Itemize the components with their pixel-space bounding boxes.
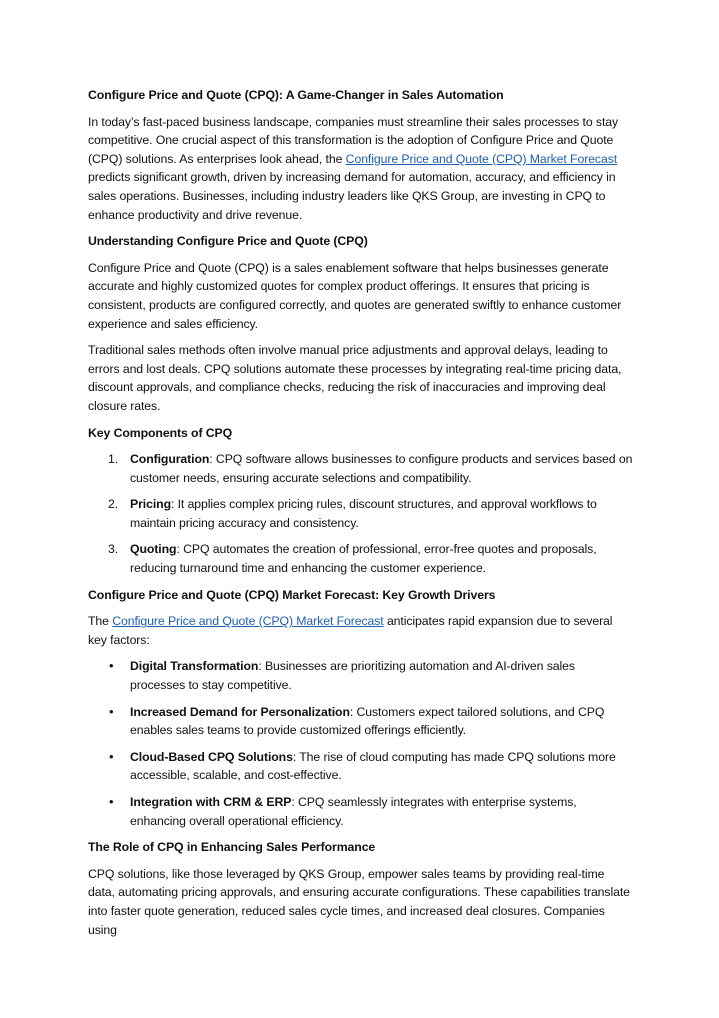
list-item-text: : Customers expect tailored solutions, and CPQ enables sales teams to provide customized offerings efficiently. bbox=[130, 704, 605, 738]
growth-drivers-list bbox=[88, 657, 633, 830]
list-item-text: : It applies complex pricing rules, discount structures, and approval workflows to maintain pricing accuracy and consistency. bbox=[130, 497, 597, 530]
list-item-term: Digital Transformation bbox=[130, 659, 259, 674]
list-item bbox=[88, 657, 633, 694]
list-item bbox=[88, 748, 633, 785]
intro-text-end: predicts significant growth, driven by increasing demand for automation, accuracy, and efficiency in sales operations. Businesses, including industry leaders like QKS Group, are investing in CPQ to enhance productivity and drive revenue. bbox=[88, 170, 616, 222]
bullet-icon: • bbox=[109, 703, 114, 719]
bullet-icon: • bbox=[109, 748, 114, 764]
paragraph-sales-performance: CPQ solutions, like those leveraged by QKS Group, empower sales teams by providing real-time data, automating pricing approvals, and ensuring accurate configurations. These capabilities translate into faster quote generation, reduced sales cycle times, and increased deal closures. Companies using bbox=[88, 866, 630, 937]
cpq-market-forecast-link-2[interactable]: Configure Price and Quote (CPQ) Market Forecast bbox=[112, 614, 384, 629]
list-item-text: : Businesses are prioritizing automation and AI-driven sales processes to stay competitive. bbox=[130, 659, 575, 693]
list-item bbox=[88, 495, 633, 532]
document-body bbox=[88, 86, 633, 947]
forecast-text-start: The bbox=[88, 614, 113, 629]
list-item-text: : The rise of cloud computing has made CPQ solutions more accessible, scalable, and cost-effective. bbox=[130, 749, 616, 783]
bullet-icon: • bbox=[109, 794, 114, 809]
list-item bbox=[88, 450, 633, 487]
intro-paragraph bbox=[88, 113, 633, 225]
components-list bbox=[88, 450, 633, 578]
list-item-term: Integration with CRM & ERP bbox=[130, 795, 292, 809]
intro-text-start: In today’s fast-paced business landscape, companies must streamline their sales processes to stay competitive. One crucial aspect of this transformation is the adoption of Configure Price and Quote (CPQ) solutions. As enterprises look ahead, the bbox=[88, 114, 619, 166]
list-item-term: Pricing bbox=[130, 497, 171, 512]
list-item-text: : CPQ automates the creation of professional, error-free quotes and proposals, reducing turnaround time and enhancing the customer experience. bbox=[130, 542, 597, 576]
list-item-term: Cloud-Based CPQ Solutions bbox=[130, 749, 293, 764]
list-item bbox=[88, 793, 633, 830]
list-item-term: Configuration bbox=[130, 452, 210, 467]
list-item-term: Increased Demand for Personalization bbox=[130, 704, 350, 719]
paragraph-forecast-intro bbox=[88, 612, 633, 649]
heading-key-components: Key Components of CPQ bbox=[88, 425, 233, 440]
forecast-text-end: anticipates rapid expansion due to several key factors: bbox=[88, 614, 613, 647]
list-item-text: : CPQ software allows businesses to configure products and services based on customer needs, ensuring accurate selections and compatibility. bbox=[130, 452, 633, 485]
cpq-market-forecast-link[interactable]: Configure Price and Quote (CPQ) Market Forecast bbox=[345, 151, 618, 166]
heading-sales-performance: The Role of CPQ in Enhancing Sales Performance bbox=[88, 840, 376, 855]
heading-market-forecast: Configure Price and Quote (CPQ) Market Forecast: Key Growth Drivers bbox=[88, 587, 496, 602]
list-item-term: Quoting bbox=[130, 542, 177, 557]
paragraph-cpq-definition: Configure Price and Quote (CPQ) is a sales enablement software that helps businesses generate accurate and highly customized quotes for complex product offerings. It ensures that pricing is consistent, products are configured correctly, and quotes are generated swiftly to enhance customer experience and sales efficiency. bbox=[88, 260, 622, 331]
list-number: 3. bbox=[108, 542, 119, 557]
heading-understanding-cpq: Understanding Configure Price and Quote (CPQ) bbox=[88, 234, 368, 249]
list-number: 2. bbox=[108, 497, 119, 512]
paragraph-traditional-sales: Traditional sales methods often involve manual price adjustments and approval delays, leading to errors and lost deals. CPQ solutions automate these processes by integrating real-time pricing data, discount approvals, and compliance checks, reducing the risk of inaccuracies and improving deal closure rates. bbox=[88, 343, 622, 413]
list-item-text: : CPQ seamlessly integrates with enterprise systems, enhancing overall operational efficiency. bbox=[130, 795, 577, 828]
list-item bbox=[88, 540, 633, 577]
list-number: 1. bbox=[108, 452, 119, 467]
heading-cpq-game-changer: Configure Price and Quote (CPQ): A Game-Changer in Sales Automation bbox=[88, 88, 504, 102]
list-item bbox=[88, 703, 633, 740]
bullet-icon: • bbox=[109, 658, 114, 674]
